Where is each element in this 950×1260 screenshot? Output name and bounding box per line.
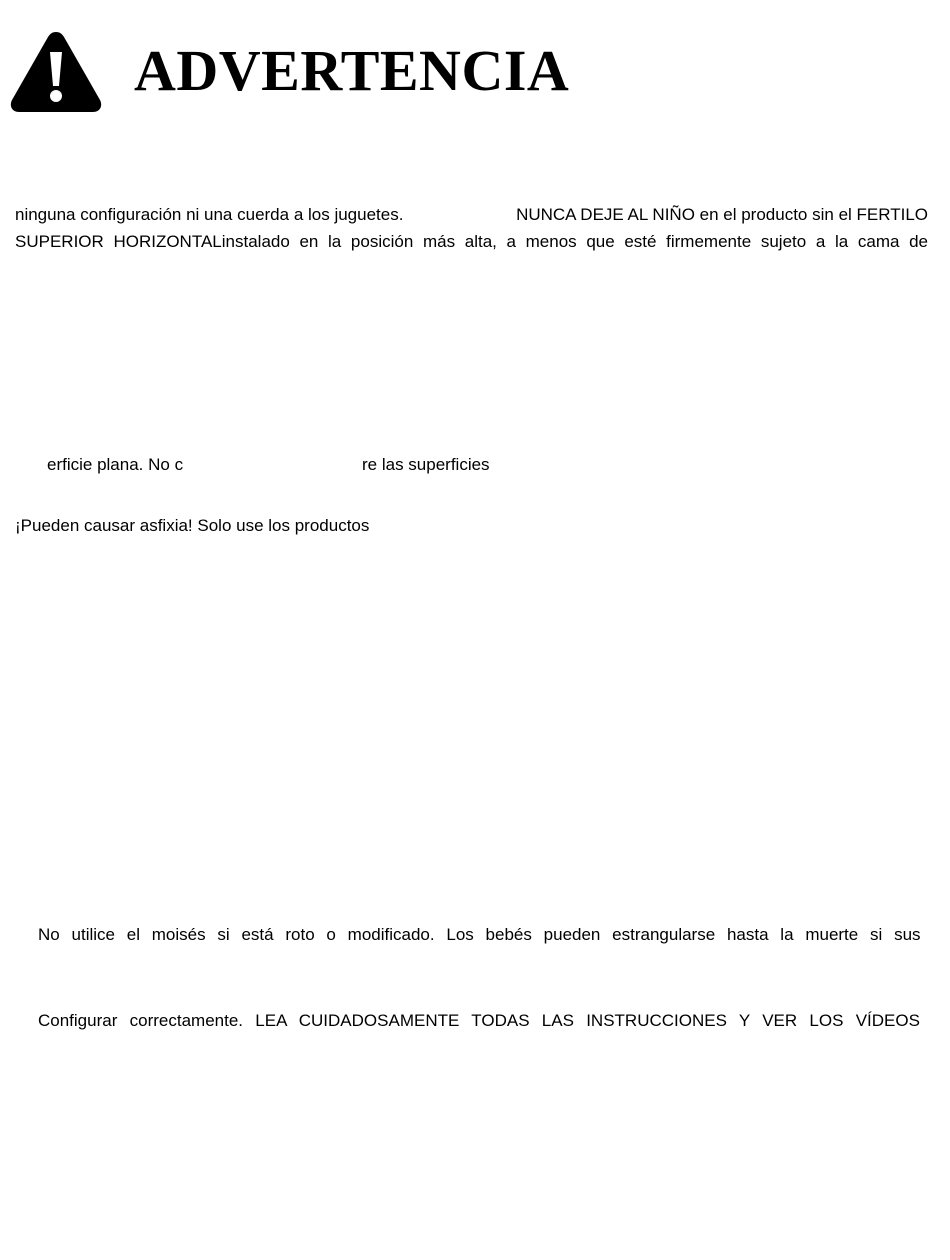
warning-triangle-icon — [8, 28, 104, 116]
text-line: Configurar correctamente. LEA CUIDADOSAMENTE TODAS LAS INSTRUCCIONES Y VER LOS VÍDEOS — [38, 1011, 920, 1030]
warning-title: ADVERTENCIA — [134, 38, 570, 103]
text-segment: ninguna configuración ni una cuerda a los juguetes. — [15, 205, 404, 224]
text-fragment: re las superficies — [362, 455, 490, 474]
text-line: SUPERIOR HORIZONTALinstalado en la posición más alta, a menos que esté firmemente sujeto a la cama de — [15, 232, 929, 251]
text-fragment: erficie plana. No c — [47, 455, 184, 474]
warning-header — [8, 28, 608, 120]
text-segment: NUNCA DEJE AL NIÑO en el producto sin el FERTILO — [516, 205, 928, 224]
text-line: No utilice el moisés si está roto o modificado. Los bebés pueden estrangularse hasta la muerte si sus — [38, 925, 921, 944]
text-line — [15, 204, 928, 226]
text-line: ¡Pueden causar asfixia! Solo use los productos — [15, 516, 370, 535]
